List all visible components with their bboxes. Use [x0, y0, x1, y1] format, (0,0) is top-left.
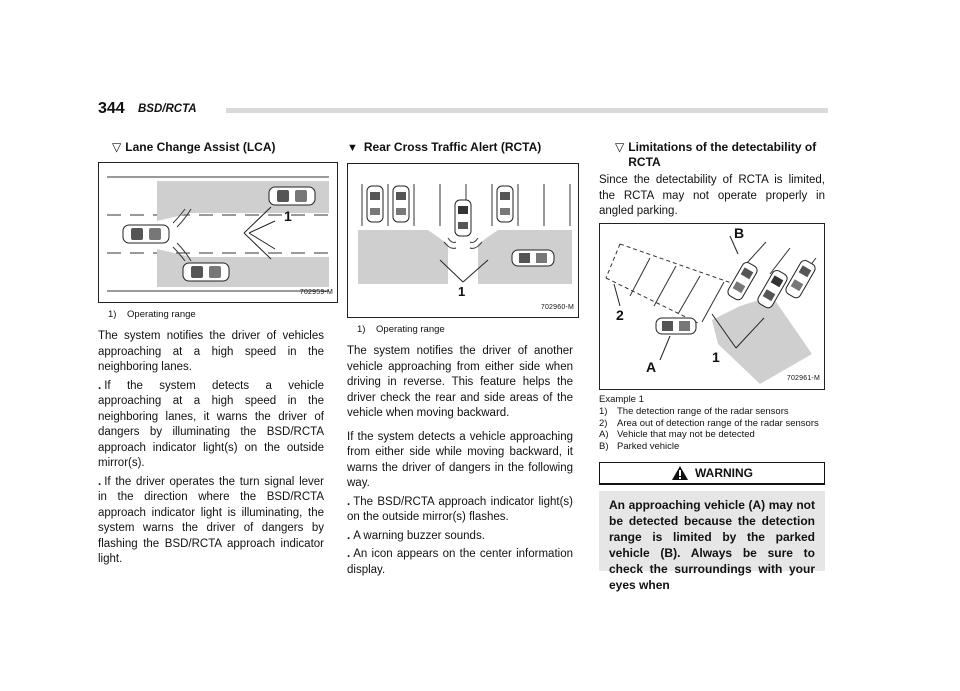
- bullet-text: If the system detects a vehicle approaching at a high speed in the neighboring lanes, it warns the driver of dangers by illuminating the BSD/RCTA approach indicator light(s) on the outside mirror(s).: [98, 379, 324, 469]
- label-b: B: [734, 224, 745, 241]
- limitations-intro: Since the detectability of RCTA is limited, the RCTA may not operate properly in angled parking.: [599, 174, 825, 217]
- column-limitations: [599, 140, 825, 592]
- lca-diagram: [99, 163, 337, 302]
- caption-key: 1): [599, 406, 608, 417]
- caption-text: The detection range of the radar sensors: [617, 406, 789, 417]
- figure-code: 702959-M: [299, 288, 333, 296]
- heading-triangle-icon: ▼: [347, 142, 358, 154]
- caption-limitations: [599, 394, 825, 453]
- parked-car-3-icon: [497, 186, 513, 222]
- column-lca: [98, 140, 333, 568]
- warning-text: An approaching vehicle (A) may not be detected because the detection range is limited by the parked vehicle (B). Always be sure to check the surroundings with your eyes when: [599, 491, 825, 571]
- caption-item: [599, 429, 825, 441]
- page-header: [98, 100, 828, 124]
- car-bottom-icon: [183, 263, 229, 281]
- caption-item: [599, 441, 825, 453]
- bullet-text: The BSD/RCTA approach indicator light(s) on the outside mirror(s) flashes.: [347, 495, 573, 523]
- caption-key: 1): [357, 324, 366, 335]
- caption-text: Operating range: [127, 309, 196, 320]
- bullet-dot: .: [347, 495, 351, 508]
- car-subject-icon: [123, 225, 169, 243]
- heading-text: Lane Change Assist (LCA): [125, 140, 276, 154]
- caption-text: Area out of detection range of the radar sensors: [617, 417, 819, 429]
- caption-key: A): [599, 429, 609, 440]
- parked-car-2-icon: [393, 186, 409, 222]
- label-a: A: [646, 358, 657, 375]
- bullet-text: A warning buzzer sounds.: [353, 529, 485, 542]
- approaching-car-a-icon: [656, 318, 696, 334]
- label-1: 1: [712, 348, 720, 365]
- label-2: 2: [616, 306, 624, 323]
- bullet-text: An icon appears on the center information display.: [347, 548, 573, 576]
- warning-header: [600, 463, 824, 484]
- caption-key: B): [599, 440, 609, 452]
- rcta-para-1: The system notifies the driver of another vehicle approaching from either side when driving in reverse. This feature helps the driver check the rear and side areas of the vehicle when moving backward.: [347, 345, 573, 419]
- figure-rcta: [347, 163, 579, 318]
- bullet-dot: .: [98, 475, 102, 488]
- caption-text: Parked vehicle: [617, 440, 680, 452]
- figure-code: 702961-M: [786, 375, 820, 382]
- subheading-triangle-icon: ▽: [615, 140, 625, 154]
- column-rcta: [347, 140, 573, 578]
- own-car-icon: [756, 268, 789, 309]
- caption-text: Operating range: [376, 324, 445, 335]
- bullet-text: If the driver operates the turn signal lever in the direction where the BSD/RCTA approach indicator light is illuminating, the system warns the driver of dangers by flashing the BSD/RCTA approach indicator light.: [98, 475, 324, 565]
- warning-title: WARNING: [695, 466, 753, 480]
- heading-lca: [98, 140, 324, 155]
- callout-1: 1: [284, 208, 292, 224]
- figure-limitations: [599, 223, 825, 390]
- approaching-car-icon: [512, 250, 554, 266]
- caption-key: 1): [108, 309, 117, 320]
- callout-1: 1: [458, 284, 466, 299]
- parked-car-right-icon: [784, 258, 817, 299]
- caption-key: 2): [599, 417, 608, 429]
- heading-text: Rear Cross Traffic Alert (RCTA): [363, 140, 542, 154]
- header-rule: [226, 108, 828, 113]
- bullet-dot: .: [98, 379, 102, 392]
- figure-lca: [98, 162, 338, 303]
- rcta-bullet-2: [347, 529, 573, 545]
- heading-rcta: [347, 140, 573, 156]
- heading-text: Limitations of the detectability of RCTA: [628, 140, 817, 169]
- caption-rcta: [347, 324, 573, 336]
- bullet-dot: .: [347, 529, 351, 542]
- subheading-triangle-icon: ▽: [112, 140, 122, 154]
- section-title: BSD/RCTA: [138, 103, 197, 115]
- figure-code: 702960-M: [540, 303, 574, 311]
- lca-intro: The system notifies the driver of vehicles approaching at a high speed in the neighboring lanes.: [98, 330, 324, 373]
- rcta-para-2: If the system detects a vehicle approaching from either side while moving backward, it warns the driver of dangers in the following way.: [347, 430, 573, 489]
- warning-box: [599, 462, 825, 485]
- page-number: 344: [98, 100, 125, 117]
- bullet-dot: .: [347, 548, 351, 560]
- rcta-bullet-3: [347, 547, 573, 578]
- rcta-bullet-1: [347, 495, 573, 526]
- lca-bullet-2: [98, 475, 324, 568]
- heading-limitations: [599, 140, 825, 170]
- caption-item: [599, 418, 825, 430]
- reversing-car-icon: [455, 200, 471, 236]
- lca-bullet-1: [98, 379, 324, 472]
- warning-triangle-icon: [671, 465, 689, 481]
- car-top-right-icon: [269, 187, 315, 205]
- example-label: Example 1: [599, 393, 644, 405]
- caption-item: [599, 406, 825, 418]
- parked-car-b-icon: [726, 260, 759, 301]
- parked-car-1-icon: [367, 186, 383, 222]
- caption-lca: [98, 309, 324, 321]
- caption-text: Vehicle that may not be detected: [617, 429, 755, 440]
